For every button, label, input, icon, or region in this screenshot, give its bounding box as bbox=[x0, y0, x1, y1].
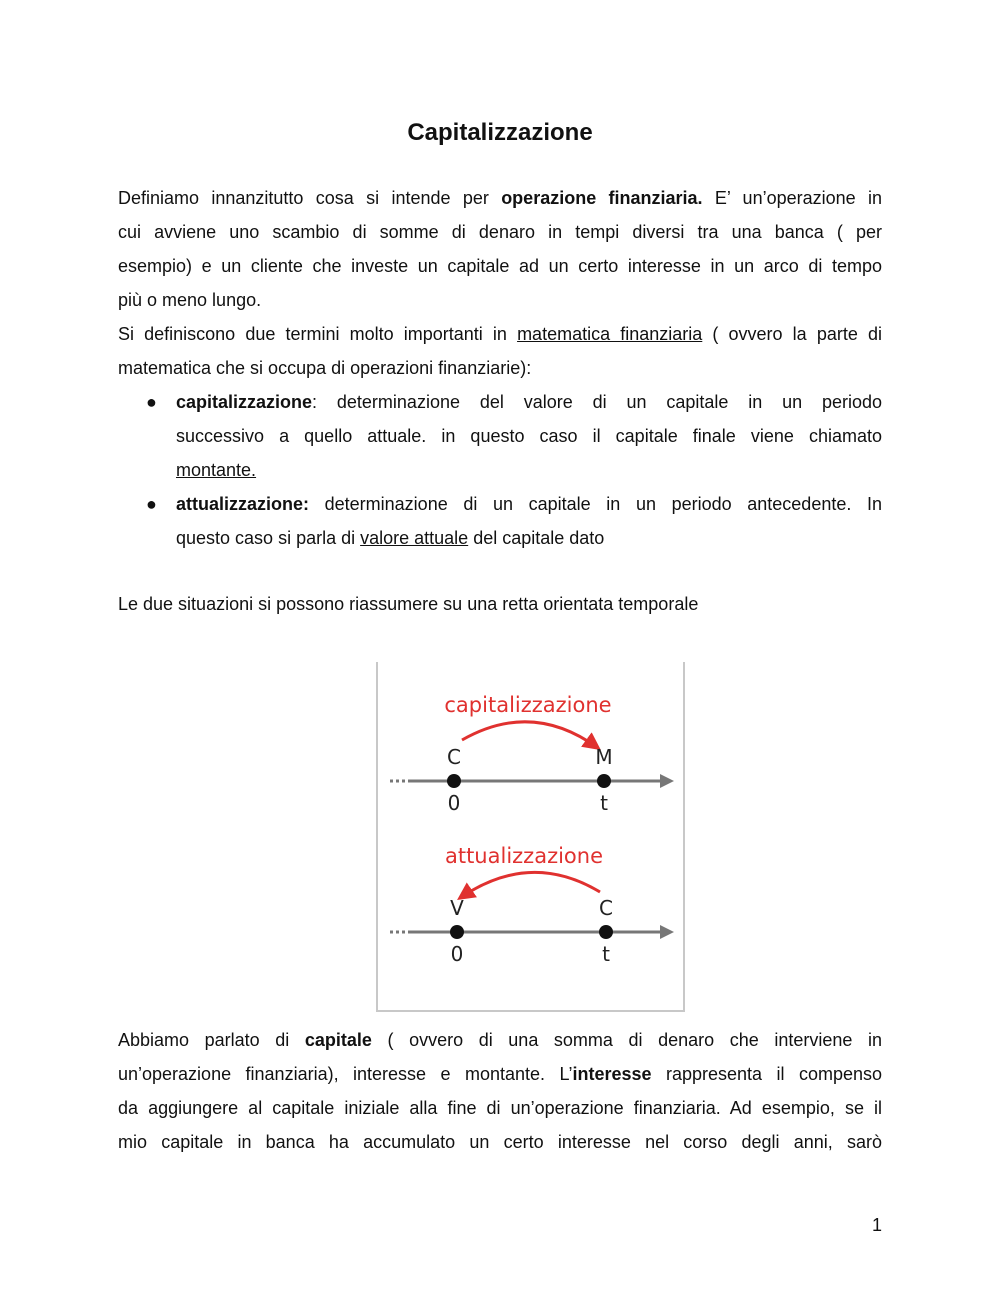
attualizzazione-label: attualizzazione bbox=[444, 844, 604, 868]
timeline-diagram bbox=[374, 660, 687, 1015]
summary-sentence: Le due situazioni si possono riassumere su una retta orientata temporale bbox=[118, 594, 699, 614]
closing-paragraph bbox=[118, 1023, 882, 1159]
term-operazione-finanziaria: operazione finanziaria. bbox=[501, 188, 703, 208]
intro-line-2: cui avviene uno scambio di somme di denaro in tempi diversi tra una banca ( per bbox=[118, 222, 882, 242]
term-capitalizzazione: capitalizzazione bbox=[176, 392, 313, 412]
capital-c-end-label: C bbox=[599, 896, 613, 920]
top-axis-arrowhead bbox=[660, 774, 674, 788]
bullet-attualizzazione: ● attualizzazione: determinazione di un capitale in un periodo antecedente. In questo caso si parla di valore attuale del capitale dato bbox=[118, 487, 882, 555]
closing-line-1: Abbiamo parlato di capitale ( ovvero di una somma di denaro che interviene in bbox=[118, 1030, 883, 1050]
bottom-point-0 bbox=[450, 925, 464, 939]
intro-line-6: matematica che si occupa di operazioni finanziarie): bbox=[118, 358, 532, 378]
term-montante: montante. bbox=[176, 460, 257, 480]
page-title: Capitalizzazione bbox=[407, 119, 593, 146]
closing-line-4: mio capitale in banca ha accumulato un certo interesse nel corso degli anni, sarò bbox=[118, 1132, 882, 1152]
intro-line-4: più o meno lungo. bbox=[118, 290, 262, 310]
term-capitale: capitale bbox=[304, 1030, 372, 1050]
montante-m-label: M bbox=[595, 745, 613, 769]
bottom-point-t bbox=[599, 925, 613, 939]
intro-line-5: Si definiscono due termini molto importanti in matematica finanziaria ( ovvero la parte di bbox=[118, 324, 882, 344]
top-point-t bbox=[597, 774, 611, 788]
bullet-marker: ● bbox=[146, 392, 157, 412]
page-number: 1 bbox=[871, 1215, 882, 1235]
bottom-tick-0: 0 bbox=[450, 942, 464, 966]
bottom-tick-t: t bbox=[602, 942, 610, 966]
link-matematica-finanziaria: matematica finanziaria bbox=[517, 324, 703, 344]
intro-line-3: esempio) e un cliente che investe un capitale ad un certo interesse in un arco di tempo bbox=[118, 256, 882, 276]
top-point-0 bbox=[447, 774, 461, 788]
term-valore-attuale: valore attuale bbox=[360, 528, 469, 548]
forward-arrow-curve bbox=[462, 722, 598, 748]
capitalizzazione-label: capitalizzazione bbox=[444, 693, 612, 717]
closing-line-2: un’operazione finanziaria), interesse e montante. L’interesse rappresenta il compenso bbox=[118, 1064, 882, 1084]
timeline-figure bbox=[374, 660, 687, 1015]
term-attualizzazione: attualizzazione: bbox=[176, 494, 310, 514]
bullet-capitalizzazione: ● capitalizzazione: determinazione del valore di un capitale in un periodo successivo a quello attuale. in questo caso il capitale finale viene chiamato montante. bbox=[118, 385, 882, 487]
backward-arrow-curve bbox=[460, 872, 600, 898]
bullet-marker: ● bbox=[146, 494, 157, 514]
intro-paragraph bbox=[118, 181, 882, 385]
closing-line-3: da aggiungere al capitale iniziale alla fine di un’operazione finanziaria. Ad esempio, se il bbox=[118, 1098, 882, 1118]
top-tick-t: t bbox=[600, 791, 608, 815]
term-interesse: interesse bbox=[572, 1064, 652, 1084]
valore-v-label: V bbox=[450, 896, 464, 920]
bottom-axis-arrowhead bbox=[660, 925, 674, 939]
intro-line-1: Definiamo innanzitutto cosa si intende per operazione finanziaria. E’ un’operazione in bbox=[118, 188, 882, 208]
capital-c-label: C bbox=[447, 745, 461, 769]
top-tick-0: 0 bbox=[447, 791, 461, 815]
